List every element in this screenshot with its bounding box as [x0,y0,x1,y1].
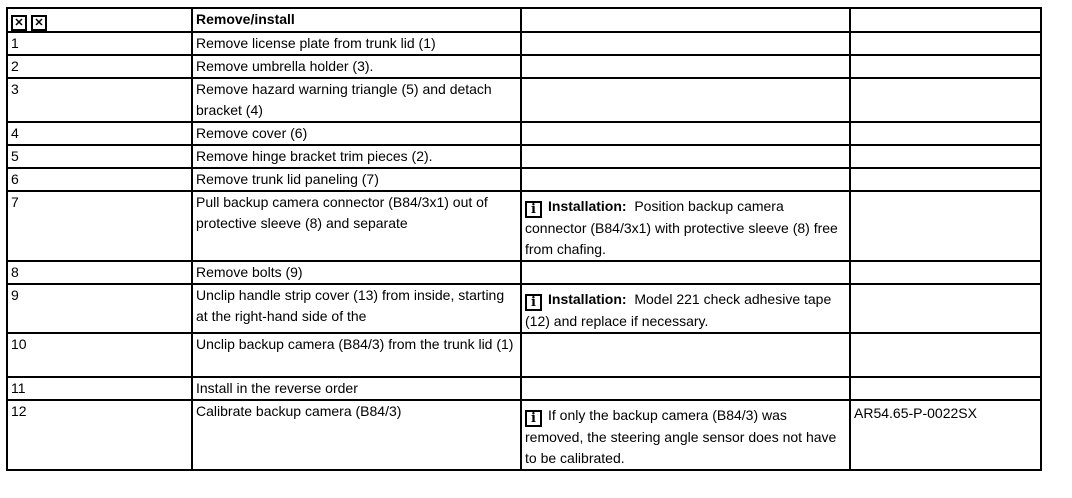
step-number: 1 [7,32,192,55]
info-icon: i [525,294,542,311]
step-number: 2 [7,55,192,78]
info-icon: i [525,201,542,218]
reference [850,191,1041,261]
step-number: 5 [7,145,192,168]
step-action: Remove bolts (9) [192,261,521,284]
step-number: 11 [7,377,192,400]
reference [850,261,1041,284]
step-action: Remove hinge bracket trim pieces (2). [192,145,521,168]
table-row [7,32,1041,55]
step-note [521,400,850,470]
step-action: Pull backup camera connector (B84/3x1) out of protective sleeve (8) and separate [192,191,521,261]
table-row [7,400,1041,470]
reference [850,32,1041,55]
table-row [7,284,1041,333]
step-action: Unclip backup camera (B84/3) from the trunk lid (1) [192,333,521,377]
step-number: 10 [7,333,192,377]
step-number: 8 [7,261,192,284]
header-col3 [521,8,850,32]
reference [850,122,1041,145]
table-row [7,122,1041,145]
step-action: Remove umbrella holder (3). [192,55,521,78]
step-number: 6 [7,168,192,191]
step-note [521,32,850,55]
step-action: Unclip handle strip cover (13) from inside, starting at the right-hand side of the [192,284,521,333]
table-row [7,168,1041,191]
step-note [521,261,850,284]
note-text: Model 221 check adhesive tape (12) and replace if necessary. [525,291,832,329]
procedure-table [6,7,1042,471]
reference [850,78,1041,122]
step-note [521,333,850,377]
step-number: 7 [7,191,192,261]
step-note [521,377,850,400]
step-action: Calibrate backup camera (B84/3) [192,400,521,470]
collapse-all-icon[interactable] [31,15,47,31]
note-label: Installation: [548,291,635,307]
header-title: Remove/install [192,8,521,32]
reference[interactable]: AR54.65-P-0022SX [850,400,1041,470]
header-row [7,8,1041,32]
step-note [521,284,850,333]
step-action: Remove hazard warning triangle (5) and detach bracket (4) [192,78,521,122]
reference [850,377,1041,400]
reference [850,145,1041,168]
table-row [7,333,1041,377]
reference [850,55,1041,78]
step-action: Remove cover (6) [192,122,521,145]
table-row [7,261,1041,284]
step-note [521,78,850,122]
step-number: 12 [7,400,192,470]
step-note [521,168,850,191]
header-col4 [850,8,1041,32]
table-row [7,191,1041,261]
step-note [521,55,850,78]
reference [850,284,1041,333]
table-row [7,55,1041,78]
header-icons-cell [7,8,192,32]
table-row [7,78,1041,122]
step-number: 3 [7,78,192,122]
table-row [7,377,1041,400]
note-text: If only the backup camera (B84/3) was removed, the steering angle sensor does not have to be calibrated. [525,407,837,466]
step-number: 4 [7,122,192,145]
table-row [7,145,1041,168]
step-action: Install in the reverse order [192,377,521,400]
step-number: 9 [7,284,192,333]
expand-all-icon[interactable] [11,15,27,31]
step-note [521,191,850,261]
reference [850,168,1041,191]
step-action: Remove license plate from trunk lid (1) [192,32,521,55]
step-note [521,145,850,168]
reference [850,333,1041,377]
step-action: Remove trunk lid paneling (7) [192,168,521,191]
note-label: Installation: [548,198,635,214]
note-text: Position backup camera connector (B84/3x1) with protective sleeve (8) free from chafing. [525,198,838,257]
info-icon: i [525,410,542,427]
step-note [521,122,850,145]
